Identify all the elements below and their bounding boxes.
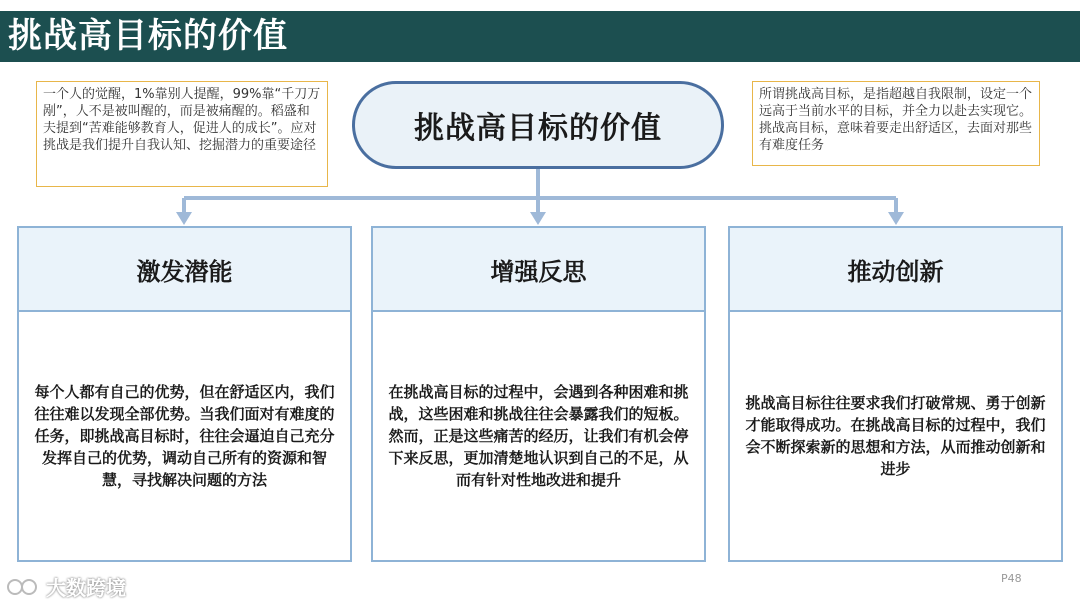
arrow-center <box>530 212 546 225</box>
page-title: 挑战高目标的价值 <box>8 16 288 56</box>
center-node <box>352 81 724 169</box>
watermark-text: 大数跨境 <box>46 576 126 600</box>
column-3-heading-text: 推动创新 <box>847 257 944 286</box>
column-2-heading <box>371 226 706 312</box>
column-1-heading-text: 激发潜能 <box>136 257 233 286</box>
column-3-body <box>728 312 1063 562</box>
note-right: 所谓挑战高目标，是指超越自我限制，设定一个远高于当前水平的目标，并全力以赴去实现它。挑战高目标，意味着要走出舒适区，去面对那些有难度任务 <box>752 81 1040 166</box>
column-2-text: 在挑战高目标的过程中，会遇到各种困难和挑战，这些困难和挑战往往会暴露我们的短板。然而，正是这些痛苦的经历，让我们有机会停下来反思，更加清楚地认识到自己的不足，从而有针对性地改进和提升 <box>388 383 689 489</box>
column-3-text: 挑战高目标往往要求我们打破常规、勇于创新才能取得成功。在挑战高目标的过程中，我们会不断探索新的思想和方法，从而推动创新和进步 <box>745 394 1046 478</box>
watermark-mark-icon <box>6 576 40 598</box>
column-1-text: 每个人都有自己的优势，但在舒适区内，我们往往难以发现全部优势。当我们面对有难度的任务，即挑战高目标时，往往会逼迫自己充分发挥自己的优势，调动自己所有的资源和智慧，寻找解决问题的方法 <box>34 383 335 489</box>
column-1-body <box>17 312 352 562</box>
column-3-heading <box>728 226 1063 312</box>
note-left: 一个人的觉醒，1%靠别人提醒，99%靠“千刀万剐”，人不是被叫醒的，而是被痛醒的。稻盛和夫提到“苦难能够教育人，促进人的成长”。应对挑战是我们提升自我认知、挖掘潜力的重要途径 <box>36 81 328 187</box>
arrow-right <box>888 212 904 225</box>
column-2-body <box>371 312 706 562</box>
column-1-heading <box>17 226 352 312</box>
page-number: P48 <box>1001 572 1022 585</box>
center-node-label: 挑战高目标的价值 <box>414 111 662 146</box>
column-2-heading-text: 增强反思 <box>490 257 587 286</box>
watermark-logo <box>6 572 126 601</box>
arrow-left <box>176 212 192 225</box>
